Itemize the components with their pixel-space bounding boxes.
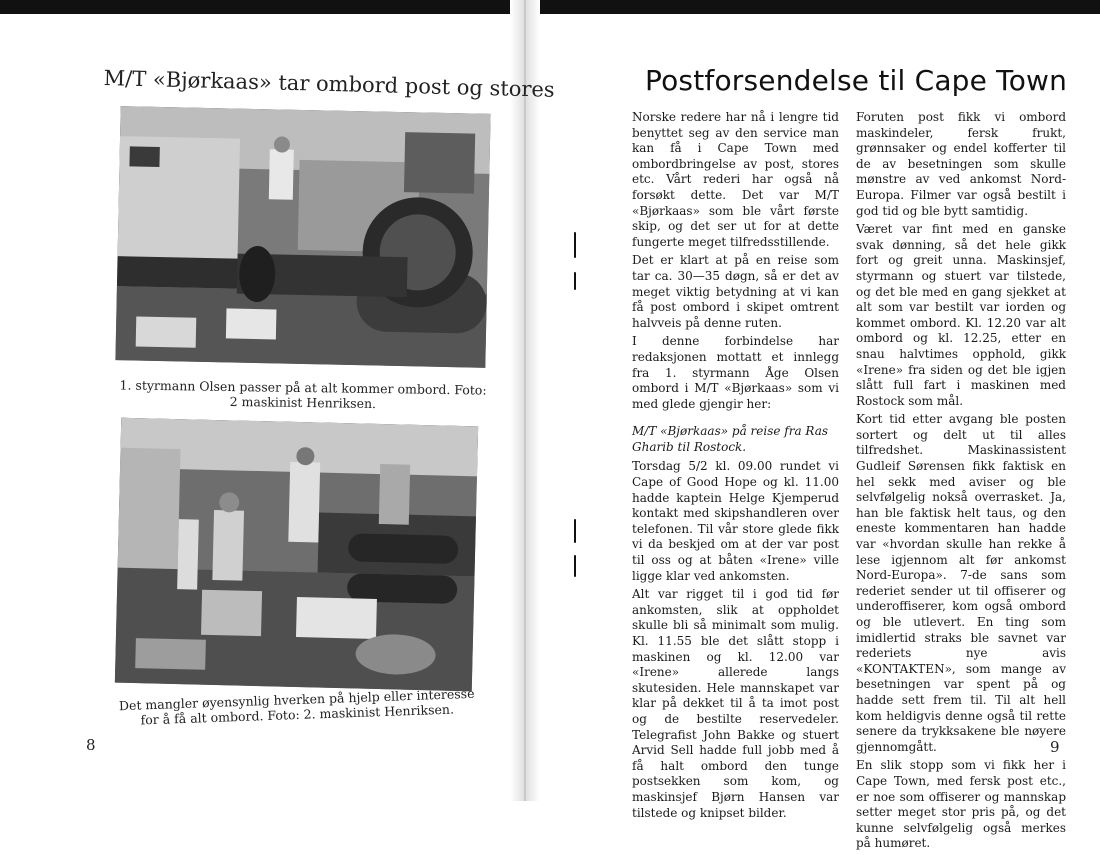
left-page (0, 14, 555, 801)
paragraph: Det er klart at på en reise som tar ca. 30—35 døgn, så er det av meget viktig betydning at vi kan få post ombord i skipet omtrent halvveis på denne ruten. (632, 253, 839, 330)
paragraph: I denne forbindelse har redaksjonen mottatt et innlegg fra 1. styrmann Åge Olsen ombord i M/T «Bjørkaas» som vi med glede gjengir her: (632, 334, 839, 411)
paragraph: Norske redere har nå i lengre tid benyttet seg av den service man kan få i Cape Town med ombordbringelse av post, stores etc. Vårt rederi har også nå forsøkt dette. Det var M/T «Bjørkaas» som ble vårt første skip, og det ser ut for at dette fungerte meget tilfredsstillende. (632, 110, 839, 249)
article-column-2 (856, 110, 1066, 855)
binding-marks-lower (572, 519, 578, 589)
scan-top-border (0, 0, 1100, 14)
binding-mark (574, 519, 576, 543)
letter-subheading: M/T «Bjørkaas» på reise fra Ras Gharib til Rostock. (632, 424, 829, 454)
photo1-caption: 1. styrmann Olsen passer på at alt kommer ombord. Foto: 2 maskinist Henriksen. (119, 377, 487, 412)
paragraph: Foruten post fikk vi ombord maskindeler, fersk frukt, grønnsaker og endel kofferter til de av besetningen som skulle mønstre av ved ankomst Nord-Europa. Filmer var også bestilt i god tid og ble bytt samtidig. (856, 110, 1066, 218)
article-column-1 (632, 110, 839, 824)
paragraph: Alt var rigget til i god tid før ankomsten, slik at oppholdet skulle bli så minimalt som mulig. Kl. 11.55 ble det slått stopp i maskinen og kl. 12.00 var «Irene» allerede langs skutesiden. Hele mannskapet var klar på dekket til å ta imot post og de bestilte reservedeler. Telegrafist John Bakke og stuert Arvid Sell hadde full jobb med å få halt ombord den tunge postsekken som kom, og maskinsjef Bjørn Hansen var tilstede og knipset bilder. (632, 587, 839, 820)
binding-mark (574, 555, 576, 577)
binding-mark (574, 272, 576, 290)
right-page (530, 14, 1100, 851)
page-number-right: 9 (1050, 738, 1060, 756)
left-page-title: M/T «Bjørkaas» tar ombord post og stores (103, 66, 555, 102)
paragraph: Kort tid etter avgang ble posten sortert og delt ut til alles tilfredshet. Maskinassistent Gudleif Sørensen fikk faktisk en hel sekk med aviser og ble selvfølgelig nokså overrasket. Ja, han ble faktisk helt taus, og den eneste kommentaren han hadde var «hvordan skulle han rekke å lese igjennom alt før ankomst Nord-Europa». 7-de sans som rederiet sender ut til offiserer og underoffiserer, kom også ombord og ble utlevert. En ting som imidlertid straks ble savnet var rederiets nye avis «KONTAKTEN», som mange av besetningen var spent på og hadde sett frem til. Til alt hell kom heldigvis denne også til rette senere da trykksakene ble nøyere gjennomgått. (856, 412, 1066, 754)
binding-mark (574, 232, 576, 258)
binding-marks-upper (572, 232, 578, 302)
photo-deck-loading (115, 106, 490, 368)
paragraph: Torsdag 5/2 kl. 09.00 rundet vi Cape of Good Hope og kl. 11.00 hadde kaptein Helge Kjemperud kontakt med skipshandleren over telefonen. Til vår store glede fikk vi da beskjed om at der var post til oss og at båten «Irene» ville ligge klar ved ankomsten. (632, 459, 839, 583)
photo2-caption: Det mangler øyensynlig hverken på hjelp eller interesse for å få alt ombord. Foto: 2. maskinist Henriksen. (118, 685, 475, 728)
article-title: Postforsendelse til Cape Town (645, 64, 1068, 97)
paragraph: En slik stopp som vi fikk her i Cape Town, med fersk post etc., er noe som offiserer og mannskap setter meget stor pris på, og det kunne selvfølgelig også merkes på humøret. (856, 758, 1066, 851)
photo-crew-on-deck (115, 418, 478, 692)
paragraph: Været var fint med en ganske svak dønning, så det hele gikk fort og greit unna. Maskinsjef, styrmann og stuert var tilstede, og det ble med en gang sjekket at alt som var bestilt var iorden og kommet ombord. Kl. 12.20 var alt ombord og kl. 12.25, etter en snau halvtimes opphold, gikk «Irene» fra siden og det ble igjen slått full fart i maskinen med Rostock som mål. (856, 222, 1066, 408)
page-number-left: 8 (86, 736, 96, 754)
